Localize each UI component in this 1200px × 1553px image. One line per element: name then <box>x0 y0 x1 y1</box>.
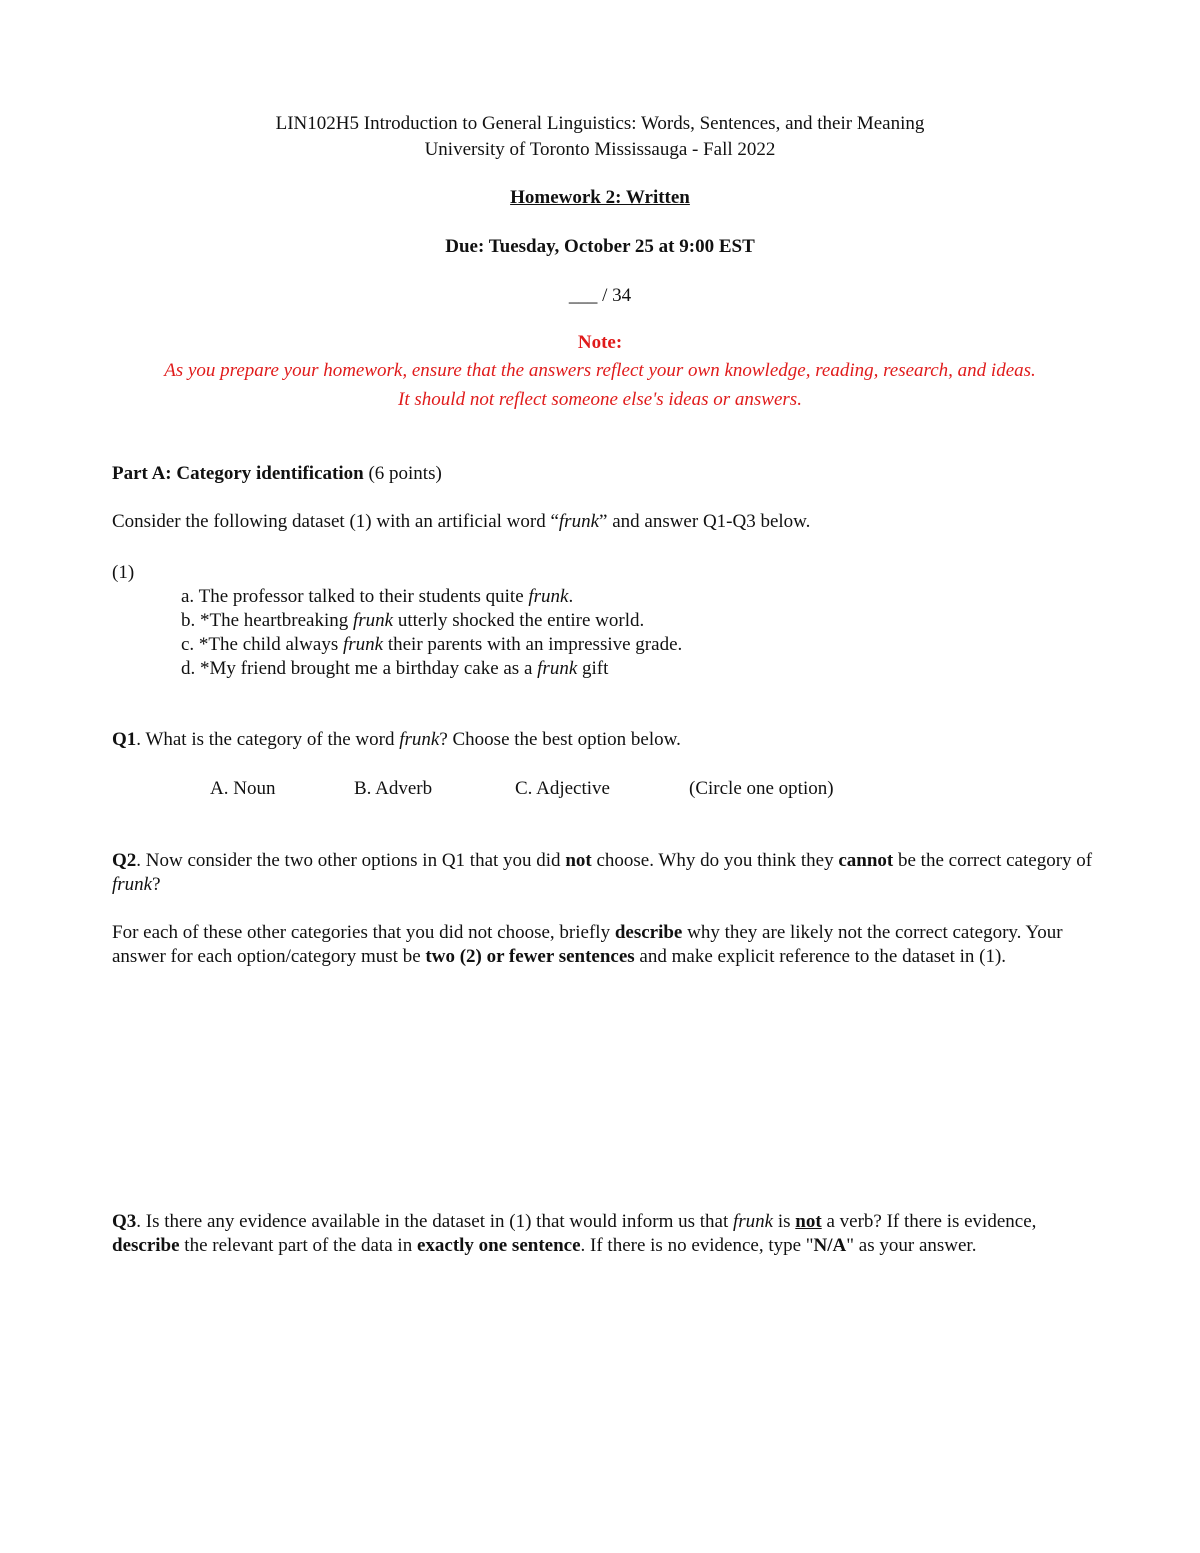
part-a-heading-bold: Part A: Category identification <box>112 463 364 484</box>
score-field: ___ / 34 <box>568 285 632 306</box>
q1-word: frunk <box>399 729 440 750</box>
q3-word: frunk <box>733 1211 774 1232</box>
q1-number: Q1 <box>112 729 137 750</box>
q2-text: . Now consider the two other options in Q1 that you did <box>136 850 566 871</box>
dataset-item-b <box>181 609 644 633</box>
q2-text: choose. Why do you think they <box>591 850 839 871</box>
question-2 <box>112 849 1102 897</box>
dataset-item-d <box>181 657 608 681</box>
q2-cannot: cannot <box>838 850 894 871</box>
item-word: frunk <box>352 610 394 631</box>
intro-text-end: ” and answer Q1-Q3 below. <box>599 511 811 532</box>
dataset-item-c <box>181 633 682 657</box>
intro-word: frunk <box>558 511 600 532</box>
part-a-intro <box>112 510 1102 534</box>
q2-word: frunk <box>112 874 153 895</box>
item-text-end: their parents with an impressive grade. <box>383 634 683 655</box>
q3-not: not <box>795 1211 822 1232</box>
note-line-2: It should not reflect someone else's ideas or answers. <box>398 389 802 410</box>
q2-text: be the correct category of <box>893 850 1093 871</box>
option-adjective[interactable]: C. Adjective <box>515 778 610 799</box>
item-text-end: . <box>568 586 574 607</box>
part-a-heading <box>112 462 1102 486</box>
q3-text: a verb? If there is evidence, <box>821 1211 1037 1232</box>
intro-text: Consider the following dataset (1) with an artificial word “ <box>112 511 559 532</box>
circle-instruction: (Circle one option) <box>689 778 834 799</box>
q3-exactly: exactly one sentence <box>416 1235 581 1256</box>
question-3 <box>112 1210 1102 1258</box>
item-word: frunk <box>528 586 569 607</box>
q2-instr-text-end: and make explicit reference to the dataset in (1). <box>634 946 1007 967</box>
item-text: a. The professor talked to their students quite <box>181 586 529 607</box>
dataset-label: (1) <box>112 562 135 583</box>
q2-answer-area[interactable] <box>112 1000 1102 1200</box>
q2-sentence-limit: two (2) or fewer sentences <box>425 946 635 967</box>
item-text-end: gift <box>577 658 609 679</box>
part-a-points: (6 points) <box>363 463 442 484</box>
q2-text-end: ? <box>152 874 161 895</box>
dataset-item-a <box>181 585 573 609</box>
note-line-1: As you prepare your homework, ensure that the answers reflect your own knowledge, reading, research, and ideas. <box>164 360 1036 381</box>
q1-text-end: ? Choose the best option below. <box>439 729 681 750</box>
q3-text: the relevant part of the data in <box>179 1235 417 1256</box>
q3-text: is <box>773 1211 796 1232</box>
item-text: b. *The heartbreaking <box>181 610 353 631</box>
q2-instr-text: why they are likely not the correct category. Your answer for each option/category must be <box>112 922 1063 967</box>
q3-describe: describe <box>112 1235 180 1256</box>
q3-na: N/A <box>813 1235 847 1256</box>
item-text: c. *The child always <box>181 634 343 655</box>
q3-text: . If there is no evidence, type " <box>580 1235 814 1256</box>
item-word: frunk <box>342 634 384 655</box>
q2-describe: describe <box>614 922 683 943</box>
item-text: d. *My friend brought me a birthday cake as a <box>181 658 538 679</box>
option-adverb[interactable]: B. Adverb <box>354 778 433 799</box>
homework-title: Homework 2: Written <box>510 187 690 208</box>
q2-number: Q2 <box>112 850 137 871</box>
q3-text: . Is there any evidence available in the dataset in (1) that would inform us that <box>136 1211 733 1232</box>
q3-answer-area[interactable] <box>112 1290 1102 1490</box>
item-word: frunk <box>537 658 578 679</box>
q3-text-end: " as your answer. <box>846 1235 977 1256</box>
q2-not: not <box>565 850 592 871</box>
question-1 <box>112 728 1102 752</box>
q3-number: Q3 <box>112 1211 137 1232</box>
course-title: LIN102H5 Introduction to General Linguistics: Words, Sentences, and their Meaning <box>275 113 925 134</box>
option-noun[interactable]: A. Noun <box>210 778 276 799</box>
note-label: Note: <box>577 332 623 353</box>
due-date: Due: Tuesday, October 25 at 9:00 EST <box>445 236 755 257</box>
q2-instr-text: For each of these other categories that you did not choose, briefly <box>112 922 615 943</box>
q2-instructions <box>112 921 1102 969</box>
q1-text: . What is the category of the word <box>136 729 400 750</box>
item-text-end: utterly shocked the entire world. <box>393 610 645 631</box>
institution-term: University of Toronto Mississauga - Fall 2022 <box>424 139 776 160</box>
